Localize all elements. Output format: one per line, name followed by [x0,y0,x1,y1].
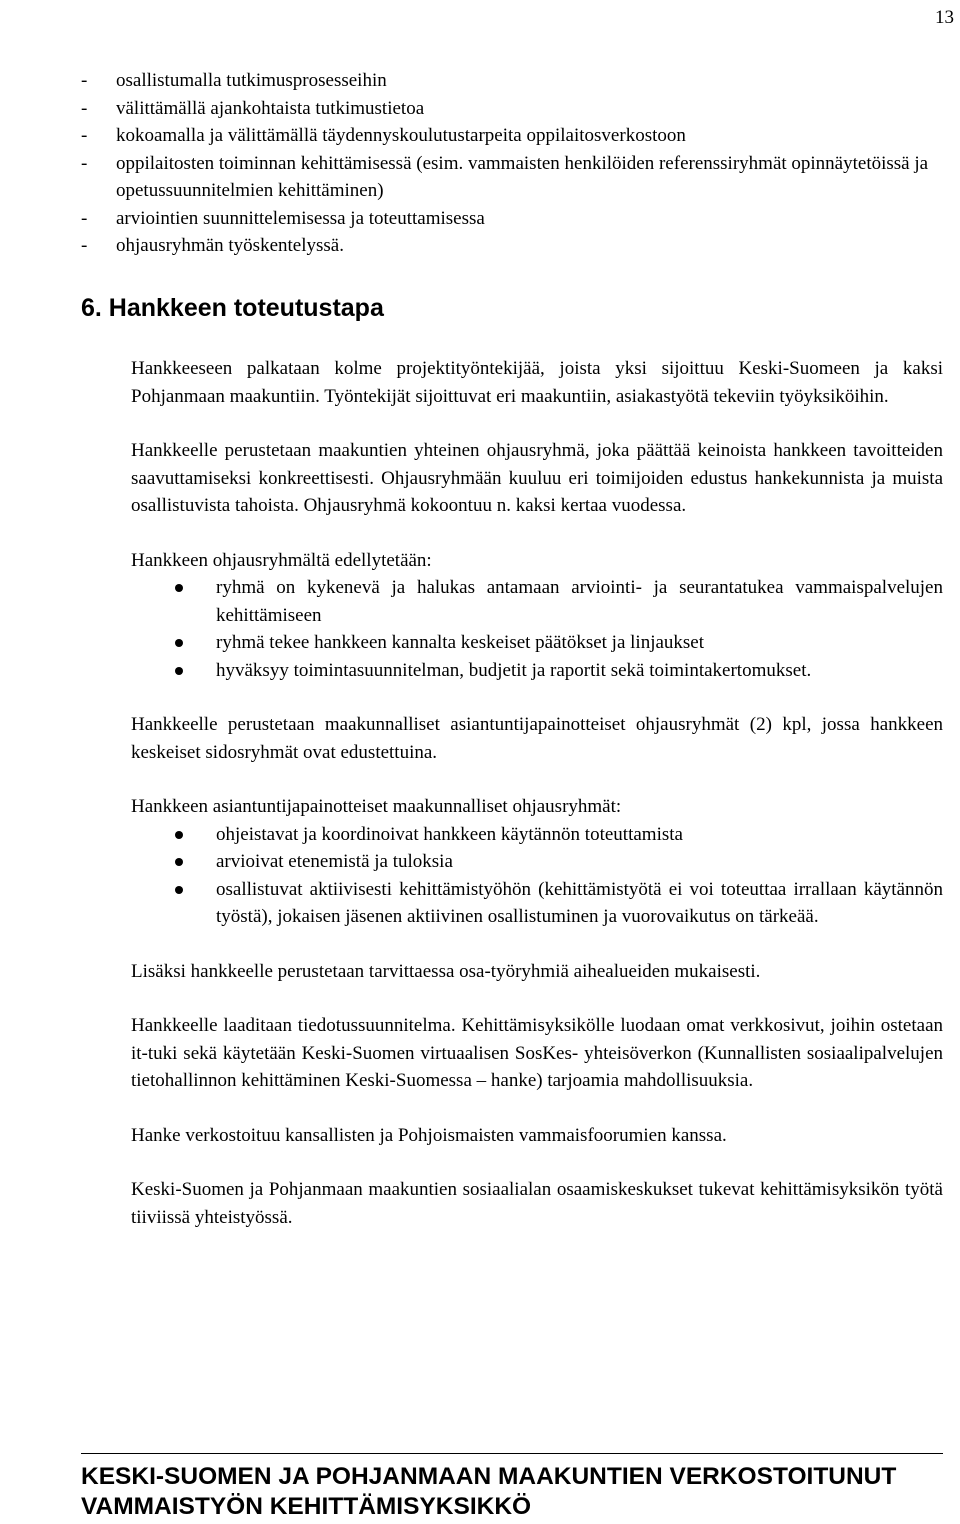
section-body [131,355,943,1231]
dash-marker: - [81,235,88,256]
list-item-text: kokoamalla ja välittämällä täydennyskoulutustarpeita oppilaitosverkostoon [116,125,686,146]
dash-marker: - [81,207,88,229]
bullet-icon [175,584,183,592]
regional-groups-duties [131,793,943,931]
steering-group-requirements [131,547,943,685]
bullet-list [131,574,943,684]
footer-divider [81,1453,943,1454]
bullet-icon [175,831,183,839]
list-item-text: välittämällä ajankohtaista tutkimustietoa [116,97,425,119]
dash-marker: - [81,97,88,119]
bullet-item [131,821,943,849]
footer-line-2: VAMMAISTYÖN KEHITTÄMISYKSIKKÖ [81,1493,532,1520]
paragraph-support: Keski-Suomen ja Pohjanmaan maakuntien sosiaalialan osaamiskeskukset tukevat kehittämisyksikön työtä tiiviissä yhteistyössä. [131,1179,943,1228]
bullet-text: arvioivat etenemistä ja tuloksia [216,851,453,872]
list-item [81,122,941,150]
footer [81,1462,896,1522]
list-item [81,205,941,233]
list-item-text: arviointien suunnittelemisessa ja toteuttamisessa [116,207,485,229]
dash-list [81,67,941,260]
list-item-text: ohjausryhmän työskentelyssä. [116,235,344,256]
bullet-item [131,574,943,629]
bullet-item [131,657,943,685]
section-heading: 6. Hankkeen toteutustapa [81,294,384,322]
paragraph-regional-groups: Hankkeelle perustetaan maakunnalliset asiantuntijapainotteiset ohjausryhmät (2) kpl, jossa hankkeen keskeiset sidosryhmät ovat edustettuina. [131,714,943,763]
bullet-item [131,629,943,657]
paragraph-subgroups: Lisäksi hankkeelle perustetaan tarvittaessa osa-työryhmiä aihealueiden mukaisesti. [131,960,761,982]
page-number: 13 [935,7,954,28]
bullet-icon [175,886,183,894]
bullet-list [131,821,943,931]
bullet-text: ryhmä tekee hankkeen kannalta keskeiset päätökset ja linjaukset [216,632,705,653]
dash-marker: - [81,70,88,91]
bullet-item [131,876,943,931]
bullet-icon [175,858,183,866]
bullet-text: osallistuvat aktiivisesti kehittämistyöhön (kehittämistyötä ei voi toteuttaa irrallaan käytännön työstä), jokaisen jäsenen aktiivinen osallistuminen ja vuorovaikutus on tärkeää. [216,878,943,927]
dash-marker: - [81,125,88,146]
paragraph-communication: Hankkeelle laaditaan tiedotussuunnitelma. Kehittämisyksikölle luodaan omat verkkosivut, joihin ostetaan it-tuki sekä käytetään Keski-Suomen virtuaalisen SosKes- yhteisöverkon (Kunnallisten sosiaalipalvelujen tietohallinnon kehittäminen Keski-Suomessa – hanke) tarjoamia mahdollisuuksia. [131,1015,943,1091]
bullet-item [131,848,943,876]
paragraph-steering-group: Hankkeelle perustetaan maakuntien yhteinen ohjausryhmä, joka päättää keinoista hankkeen tavoitteiden saavuttamiseksi konkreettisesti. Ohjausryhmään kuuluu eri toimijoiden edustus hankekunnista ja muista osallistuvista tahoista. Ohjausryhmä kokoontuu n. kaksi kertaa vuodessa. [131,440,943,516]
requirements-intro: Hankkeen ohjausryhmältä edellytetään: [131,549,432,571]
list-item-text: osallistumalla tutkimusprosesseihin [116,70,387,91]
bullet-text: ohjeistavat ja koordinoivat hankkeen käytännön toteuttamista [216,823,683,845]
list-item [81,67,941,95]
paragraph-networking: Hanke verkostoituu kansallisten ja Pohjoismaisten vammaisfoorumien kanssa. [131,1124,727,1146]
list-item [81,232,941,260]
bullet-text: ryhmä on kykenevä ja halukas antamaan arviointi- ja seurantatukea vammaispalvelujen kehittämiseen [216,577,943,626]
bullet-icon [175,667,183,675]
list-item-text: oppilaitosten toiminnan kehittämisessä (esim. vammaisten henkilöiden referenssiryhmät opinnäytetöissä ja opetussuunnitelmien kehittäminen) [116,152,929,201]
duties-intro: Hankkeen asiantuntijapainotteiset maakunnalliset ohjausryhmät: [131,796,622,817]
paragraph-staffing: Hankkeeseen palkataan kolme projektityöntekijää, joista yksi sijoittuu Keski-Suomeen ja kaksi Pohjanmaan maakuntiin. Työntekijät sijoittuvat eri maakuntiin, asiakastyötä tekeviin työyksiköihin. [131,358,943,407]
footer-line-1: KESKI-SUOMEN JA POHJANMAAN MAAKUNTIEN VERKOSTOITUNUT [81,1463,897,1490]
bullet-icon [175,639,183,647]
bullet-text: hyväksyy toimintasuunnitelman, budjetit ja raportit sekä toimintakertomukset. [216,659,812,681]
list-item [81,150,941,205]
dash-marker: - [81,152,88,174]
list-item [81,95,941,123]
